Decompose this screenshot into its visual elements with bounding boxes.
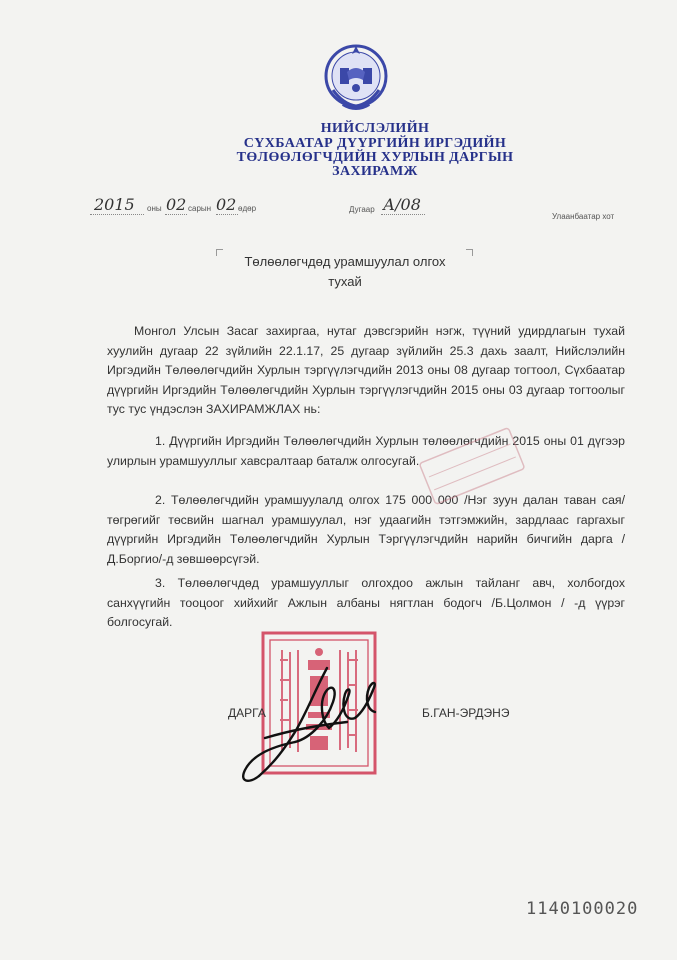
state-emblem-icon: [323, 42, 389, 114]
date-month: 02: [166, 195, 187, 214]
date-year: 2015: [94, 195, 135, 214]
order-item-2: 2. Төлөөлөгчдийн урамшуулалд олгох 175 000 000 /Нэг зуун далан таван сая/ төгрөгийг төсвийн шагнал урамшуулал, нэг удаагийн тэтгэмжийн, зардлаас гаргахыг дүүргийн Иргэдийн Төлөөлөгчдийн Хурлын Тэргүүлэгчдийн нарийн бичгийн дарга /Д.Боргио/-д зөвшөөрсүгэй.: [107, 493, 625, 566]
received-stamp: [412, 426, 532, 506]
document-number-value: А/08: [383, 195, 421, 214]
handwritten-signature: [215, 650, 395, 790]
date-day-suffix: өдөр: [238, 204, 257, 213]
org-name-line1: НИЙСЛЭЛИЙН: [320, 121, 430, 136]
date-line: [90, 195, 290, 219]
order-item-3: 3. Төлөөлөгчдөд урамшууллыг олгохдоо ажлын тайланг авч, холбогдох санхүүгийн тооцоог хийхийг Ажлын албаны нягтлан бодогч /Б.Цолмон / -д үүрэг болгосугай.: [107, 576, 625, 629]
document-number: [349, 195, 469, 219]
date-month-suffix: сарын: [188, 204, 212, 213]
date-year-suffix: оны: [147, 204, 162, 213]
org-name-line3: ТӨЛӨӨЛӨГЧДИЙН ХУРЛЫН ДАРГЫН: [236, 150, 514, 165]
document-title-line2: тухай: [328, 274, 362, 289]
issue-city: Улаанбаатар хот: [552, 212, 615, 221]
preamble-paragraph: Монгол Улсын Засаг захиргаа, нутаг дэвсгэрийн нэгж, түүний удирдлагын тухай хуулийн дугаар 22 зүйлийн 22.1.17, 25 дугаар зүйлийн 25.3 дахь заалт, Нийслэлийн Иргэдийн Төлөөлөгчдийн Хурлын тэргүүлэгчдийн 2013 оны 08 дугаар тогтоол, Сүхбаатар дүүргийн Иргэдийн Төлөөлөгчдийн Хурлын тэргүүлэгчдийн 2015 оны 03 дугаар тогтоолыг тус тус үндэслэн ЗАХИРАМЖЛАХ нь:: [107, 324, 625, 416]
date-day: 02: [216, 195, 237, 214]
document-number-label: Дугаар: [349, 205, 375, 214]
signatory-name: Б.ГАН-ЭРДЭНЭ: [422, 706, 510, 720]
signatory-title: ДАРГА: [228, 706, 266, 720]
document-type: ЗАХИРАМЖ: [332, 164, 418, 179]
document-serial-number: 1140100020: [526, 899, 639, 919]
document-title-line1: Төлөөлөгчдөд урамшуулал олгох: [244, 254, 446, 269]
order-item-1: 1. Дүүргийн Иргэдийн Төлөөлөгчдийн Хурлын төлөөлөгчдийн 2015 оны 01 дүгээр улирлын урамшууллыг хавсралтаар баталж олгосугай.: [107, 434, 625, 468]
org-name-line2: СҮХБААТАР ДҮҮРГИЙН ИРГЭДИЙН: [243, 136, 507, 151]
